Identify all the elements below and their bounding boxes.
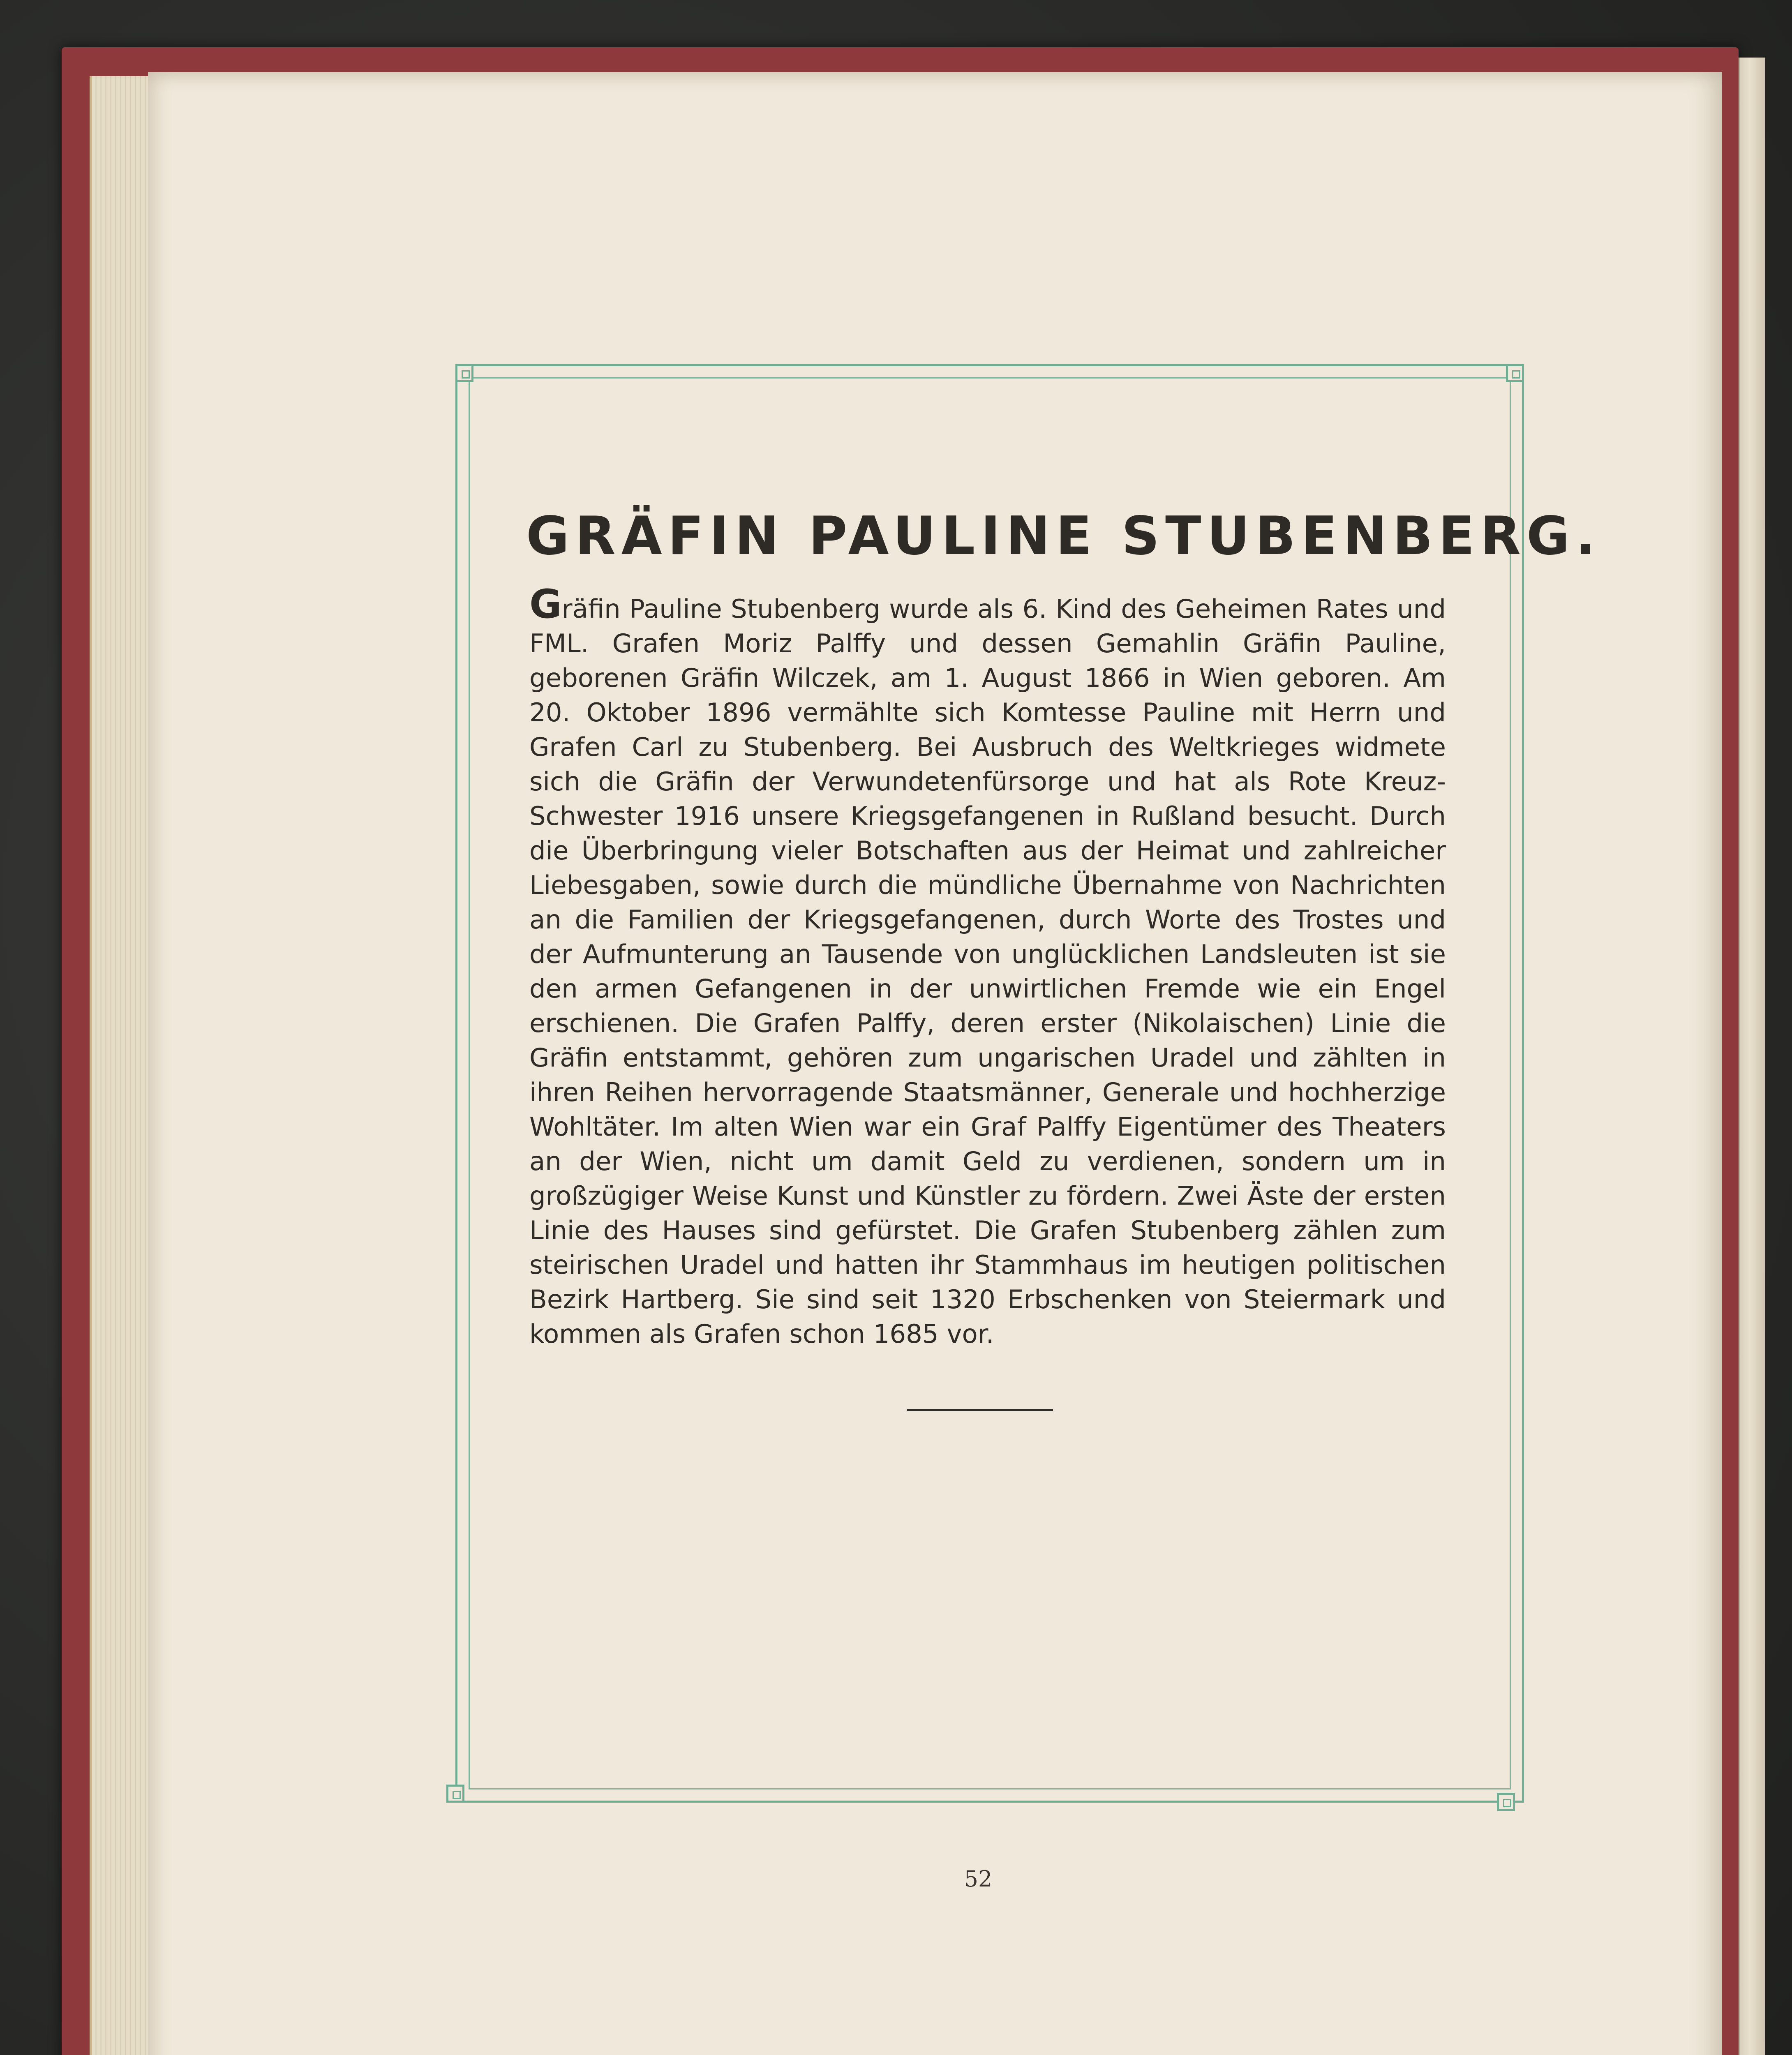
page-stack-edges [90,76,154,2055]
page-title: GRÄFIN PAULINE STUBENBERG. [526,506,1601,567]
frame-corner-ornament [1506,364,1524,382]
frame-corner-ornament [1497,1793,1515,1811]
page-number: 52 [964,1866,993,1892]
body-paragraph: Gräfin Pauline Stubenberg wurde als 6. Kind des Geheimen Rates und FML. Grafen Moriz Palffy und dessen Gemahlin Gräfin Pauline, geborenen Gräfin Wilczek, am 1. August 1866 in Wien geboren. Am 20. Oktober 1896 vermählte sich Komtesse Pauline mit Herrn und Grafen Carl zu Stubenberg. Bei Ausbruch des Weltkrieges widmete sich die Gräfin der Verwundetenfürsorge und hat als Rote Kreuz-Schwester 1916 unsere Kriegsgefangenen in Rußland besucht. Durch die Überbringung vieler Botschaften aus der Heimat und zahlreicher Liebesgaben, sowie durch die mündliche Übernahme von Nachrichten an die Familien der Kriegsgefangenen, durch Worte des Trostes und der Aufmunterung an Tausende von unglücklichen Landsleuten ist sie den armen Gefangenen in der unwirtlichen Fremde wie ein Engel erschienen. Die Grafen Palffy, deren erster (Nikolaischen) Linie die Gräfin entstammt, gehören zum ungarischen Uradel und zählten in ihren Reihen hervorragende Staatsmänner, Generale und hochherzige Wohltäter. Im alten Wien war ein Graf Palffy Eigentümer des Theaters an der Wien, nicht um damit Geld zu verdienen, sondern um in großzügiger Weise Kunst und Künstler zu fördern. Zwei Äste der ersten Linie des Hauses sind gefürstet. Die Grafen Stubenberg zählen zum steirischen Uradel und hatten ihr Stammhaus im heutigen politischen Bezirk Hartberg. Sie sind seit 1320 Erbschenken von Steiermark und kommen als Grafen schon 1685 vor. [529,581,1446,1349]
frame-corner-ornament [455,364,473,382]
frame-corner-ornament [446,1785,464,1803]
section-divider [907,1409,1053,1411]
facing-page-edge [1739,58,1765,2055]
